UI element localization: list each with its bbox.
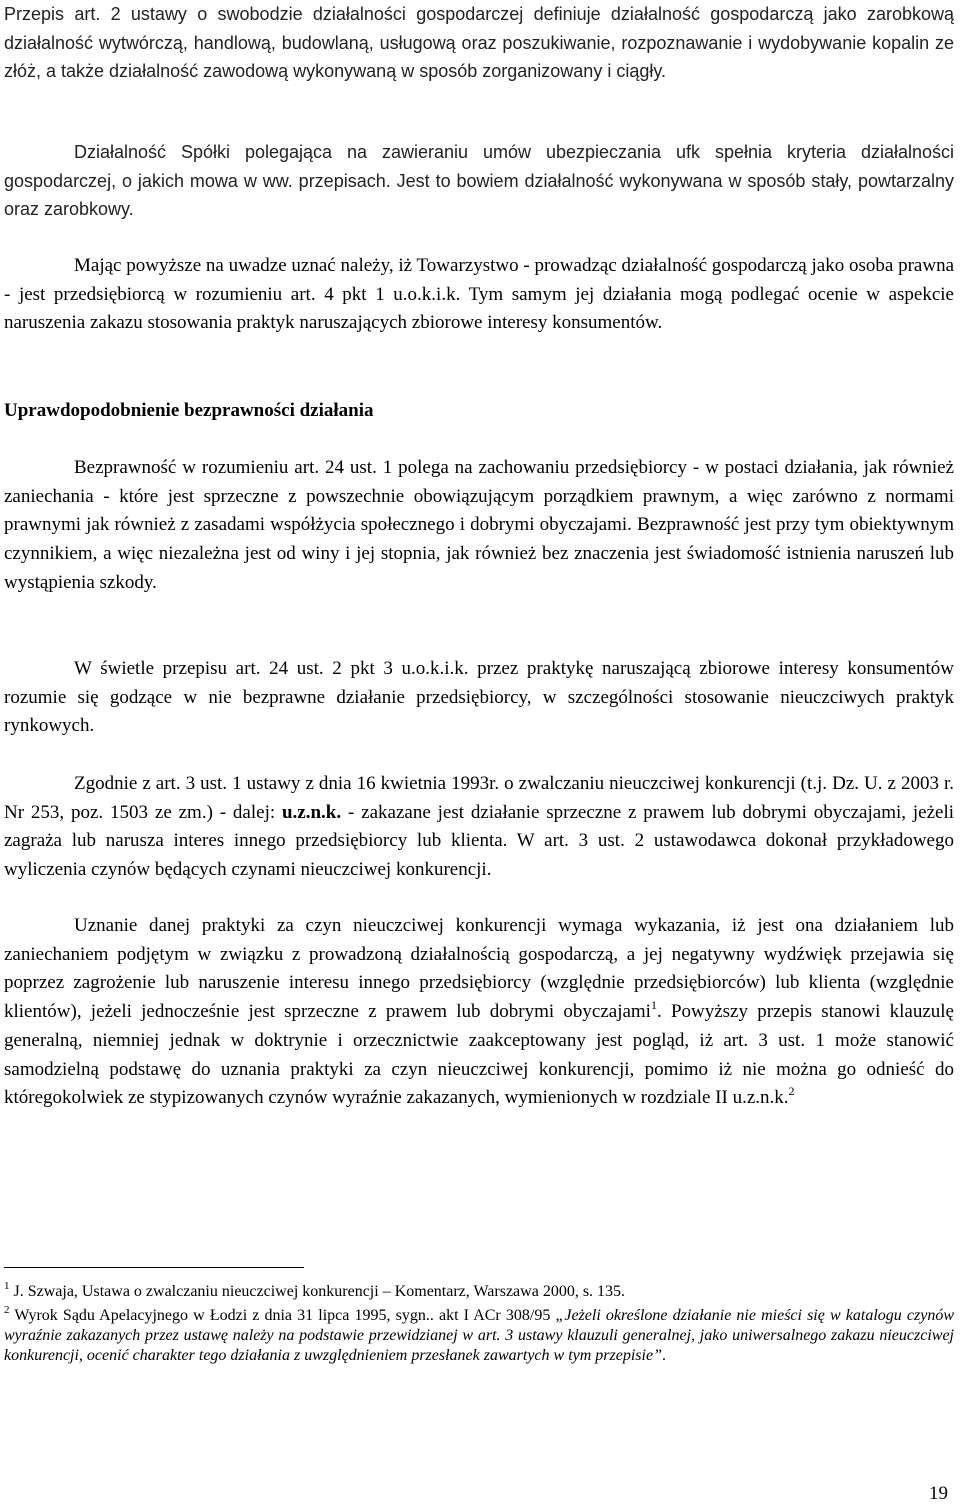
footnote-2 xyxy=(4,1306,954,1366)
paragraph-uznk-text-a: Zgodnie z art. 3 ust. 1 ustawy z dnia 16 kwietnia 1993r. o zwalczaniu nieuczciwej konkurencji (t.j. Dz. U. z 2003 r. Nr 253, poz. 1503 ze zm.) - dalej: xyxy=(4,773,954,823)
paragraph-czyn-text-b: . Powyższy przepis stanowi klauzulę generalną, niemniej jednak w doktrynie i orzecznictwie zaakceptowany jest pogląd, iż art. 3 ust. 1 może stanowić samodzielną podstawę do uznania praktyki za czyn nieuczciwej konkurencji, pomimo iż nie można go odnieść do któregokolwiek ze stypizowanych czynów wyraźnie zakazanych, wymienionych w rozdziale II u.z.n.k. xyxy=(4,1001,954,1109)
footnote-2-number: 2 xyxy=(4,1304,10,1316)
paragraph-uznk xyxy=(4,770,954,885)
footnote-1-number: 1 xyxy=(4,1280,10,1292)
footnote-ref-1[interactable]: 1 xyxy=(650,998,657,1013)
footnote-2-text: Wyrok Sądu Apelacyjnego w Łodzi z dnia 31 lipca 1995, sygn.. akt I ACr 308/95 xyxy=(9,1307,556,1324)
paragraph-czyn-nieuczciwej-konkurencji xyxy=(4,912,954,1113)
paragraph-przedsiebiorca: Mając powyższe na uwadze uznać należy, iż Towarzystwo - prowadząc działalność gospodarczą jako osoba prawna - jest przedsiębiorcą w rozumieniu art. 4 pkt 1 u.o.k.i.k. Tym samym jej działania mogą podlegać ocenie w aspekcie naruszenia zakazu stosowania praktyk naruszających zbiorowe interesy konsumentów. xyxy=(4,255,954,334)
footnote-1 xyxy=(4,1282,625,1302)
paragraph-art-2: Przepis art. 2 ustawy o swobodzie działalności gospodarczej definiuje działalność gospodarczą jako zarobkową działalność wytwórczą, handlową, budowlaną, usługową oraz poszukiwanie, rozpoznawanie i wydobywanie kopalin ze złóż, a także działalność zawodową wykonywaną w sposób zorganizowany i ciągły. xyxy=(4,4,954,82)
paragraph-art-24: W świetle przepisu art. 24 ust. 2 pkt 3 u.o.k.i.k. przez praktykę naruszającą zbiorowe interesy konsumentów rozumie się godzące w nie bezprawne działanie przedsiębiorcy, w szczególności stosowanie nieuczciwych praktyk rynkowych. xyxy=(4,658,954,737)
footnote-1-text: J. Szwaja, Ustawa o zwalczaniu nieuczciwej konkurencji – Komentarz, Warszawa 2000, s. 135. xyxy=(9,1283,626,1300)
footnote-2-quote: „Jeżeli określone działanie nie mieści się w katalogu czynów wyraźnie zakazanych przez ustawę należy na podstawie przewidzianej w art. 3 ustawy klauzuli generalnej, jako uniwersalnego zakazu nieuczciwej konkurencji, ocenić charakter tego działania z uwzględnieniem przesłanek zawartych w tym przepisie” xyxy=(4,1307,954,1364)
footnote-ref-2[interactable]: 2 xyxy=(788,1084,795,1099)
uznk-abbreviation: u.z.n.k. xyxy=(281,801,342,823)
paragraph-czyn-text-a: Uznanie danej praktyki za czyn nieuczciwej konkurencji wymaga wykazania, iż jest ona działaniem lub zaniechaniem podjętym w związku z prowadzoną działalnością gospodarczą, a jej negatywny wydźwięk przejawia się poprzez zagrożenie lub naruszenie interesu innego przedsiębiorcy (względnie przedsiębiorców) lub klienta (względnie klientów), jeżeli jednocześnie jest sprzeczne z prawem lub dobrymi obyczajami xyxy=(4,915,954,1023)
paragraph-spolka-activity: Działalność Spółki polegająca na zawieraniu umów ubezpieczania ufk spełnia kryteria działalności gospodarczej, o jakich mowa w ww. przepisach. Jest to bowiem działalność wykonywana w sposób stały, powtarzalny oraz zarobkowy. xyxy=(4,142,954,220)
section-heading: Uprawdopodobnienie bezprawności działania xyxy=(4,400,374,421)
paragraph-bezprawnosc: Bezprawność w rozumieniu art. 24 ust. 1 polega na zachowaniu przedsiębiorcy - w postaci działania, jak również zaniechania - które jest sprzeczne z powszechnie obowiązującym porządkiem prawnym, a więc zarówno z normami prawnymi jak również z zasadami współżycia społecznego i dobrymi obyczajami. Bezprawność jest przy tym obiektywnym czynnikiem, a więc niezależna jest od winy i jej stopnia, jak również bez znaczenia jest świadomość istnienia naruszeń lub wystąpienia szkody. xyxy=(4,457,954,593)
footnote-separator xyxy=(4,1267,304,1268)
page-number: 19 xyxy=(929,1483,948,1504)
footnote-2-end: . xyxy=(661,1347,666,1364)
paragraph-uznk-text-b: - zakazane jest działanie sprzeczne z prawem lub dobrymi obyczajami, jeżeli zagraża lub narusza interes innego przedsiębiorcy lub klienta. W art. 3 ust. 2 ustawodawca dokonał przykładowego wyliczenia czynów będących czynami nieuczciwej konkurencji. xyxy=(4,801,954,881)
